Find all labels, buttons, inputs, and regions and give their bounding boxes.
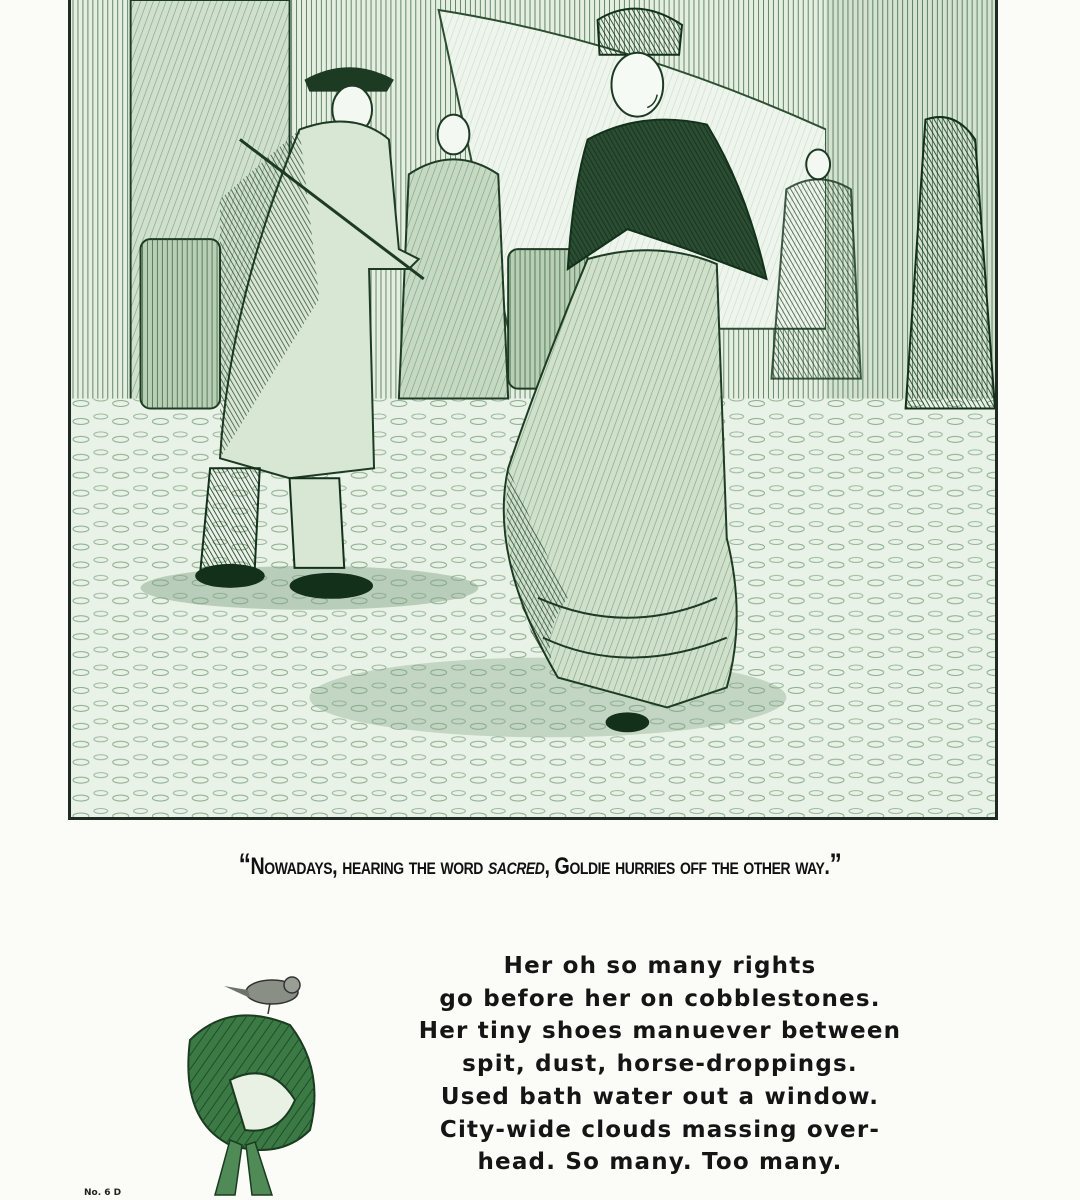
poem-line: City-wide clouds massing over- [439,1116,881,1143]
bird-on-bonnet-icon [160,930,330,1200]
poem [380,950,940,1179]
caption-close-quote: ” [829,848,842,881]
illustration-caption [97,848,983,882]
caption-text-part1: Nowadays, hearing the word [250,853,489,880]
bonnet-svg [160,930,330,1200]
caption-italic-word: sacred [488,853,545,880]
caption-open-quote: “ [238,848,251,881]
poem-line: go before her on cobblestones. [439,985,881,1012]
poem-line: Her tiny shoes manuever between [418,1018,902,1045]
poem-line: head. So many. Too many. [477,1149,843,1176]
corner-note: No. 6 D [84,1188,122,1198]
street-scene-engraving [68,0,998,820]
caption-text-part2: , Goldie hurries off the other way. [544,853,830,880]
poem-line: Used bath water out a window. [440,1083,880,1110]
poem-line: Her oh so many rights [503,953,817,979]
engraving-svg [71,0,995,817]
poem-line: spit, dust, horse-droppings. [462,1051,858,1078]
